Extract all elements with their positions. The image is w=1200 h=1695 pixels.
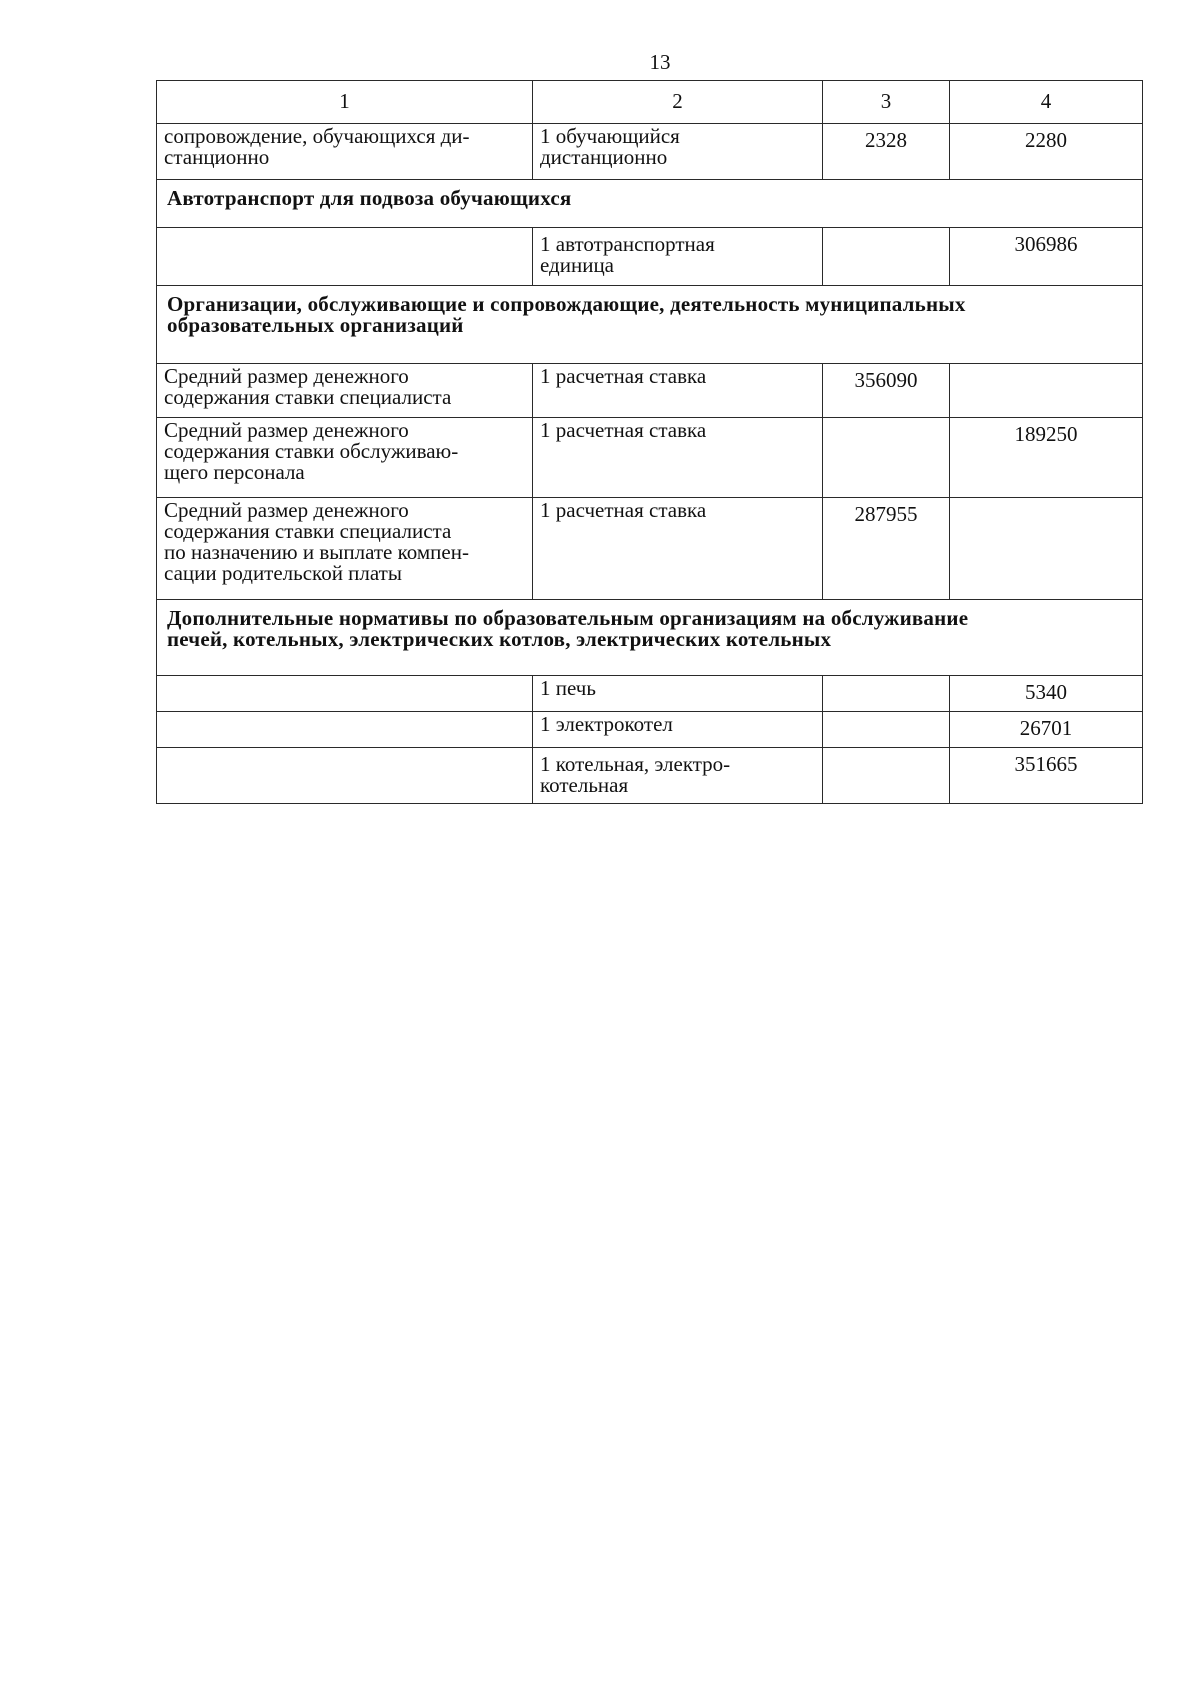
- cell-value-col3: [823, 712, 950, 748]
- cell-value-col3: 287955: [823, 498, 950, 600]
- table-row: [157, 418, 1143, 498]
- cell-value-col4: 306986: [950, 228, 1143, 286]
- section-title: Организации, обслуживающие и сопровождающие, деятельность муниципальных образовательных организаций: [157, 286, 1143, 364]
- cell-description: [157, 676, 533, 712]
- table-row: [157, 228, 1143, 286]
- table-row: [157, 676, 1143, 712]
- cell-description: Средний размер денежного содержания ставки специалиста по назначению и выплате компен- сации родительской платы: [157, 498, 533, 600]
- table-row: [157, 712, 1143, 748]
- cell-value-col3: [823, 418, 950, 498]
- cell-unit: 1 расчетная ставка: [533, 364, 823, 418]
- table-row: [157, 498, 1143, 600]
- section-row: [157, 286, 1143, 364]
- header-cell: 1: [157, 81, 533, 124]
- cell-unit: 1 электрокотел: [533, 712, 823, 748]
- cell-value-col3: [823, 748, 950, 804]
- header-cell: 3: [823, 81, 950, 124]
- page-number: 13: [649, 50, 671, 74]
- table-row: [157, 124, 1143, 180]
- cell-unit: 1 обучающийся дистанционно: [533, 124, 823, 180]
- cell-value-col4: 26701: [950, 712, 1143, 748]
- header-cell: 4: [950, 81, 1143, 124]
- cell-unit: 1 расчетная ставка: [533, 418, 823, 498]
- header-cell: 2: [533, 81, 823, 124]
- cell-value-col4: 351665: [950, 748, 1143, 804]
- cell-value-col4: 5340: [950, 676, 1143, 712]
- cell-description: [157, 228, 533, 286]
- norms-table: [156, 80, 1143, 804]
- cell-description: [157, 748, 533, 804]
- cell-value-col4: [950, 498, 1143, 600]
- cell-unit: 1 котельная, электро- котельная: [533, 748, 823, 804]
- section-title: Дополнительные нормативы по образовательным организациям на обслуживание печей, котельных, электрических котлов, электрических котельных: [157, 600, 1143, 676]
- table-header-row: [157, 81, 1143, 124]
- cell-value-col3: [823, 676, 950, 712]
- cell-unit: 1 автотранспортная единица: [533, 228, 823, 286]
- cell-value-col4: 189250: [950, 418, 1143, 498]
- cell-description: Средний размер денежного содержания ставки обслуживаю- щего персонала: [157, 418, 533, 498]
- section-row: [157, 600, 1143, 676]
- cell-unit: 1 расчетная ставка: [533, 498, 823, 600]
- section-title: Автотранспорт для подвоза обучающихся: [157, 180, 1143, 228]
- table-row: [157, 364, 1143, 418]
- table-row: [157, 748, 1143, 804]
- cell-value-col4: 2280: [950, 124, 1143, 180]
- cell-value-col3: 356090: [823, 364, 950, 418]
- cell-description: Средний размер денежного содержания ставки специалиста: [157, 364, 533, 418]
- cell-value-col3: 2328: [823, 124, 950, 180]
- cell-description: сопровождение, обучающихся ди- станционно: [157, 124, 533, 180]
- cell-value-col4: [950, 364, 1143, 418]
- cell-value-col3: [823, 228, 950, 286]
- section-row: [157, 180, 1143, 228]
- cell-unit: 1 печь: [533, 676, 823, 712]
- cell-description: [157, 712, 533, 748]
